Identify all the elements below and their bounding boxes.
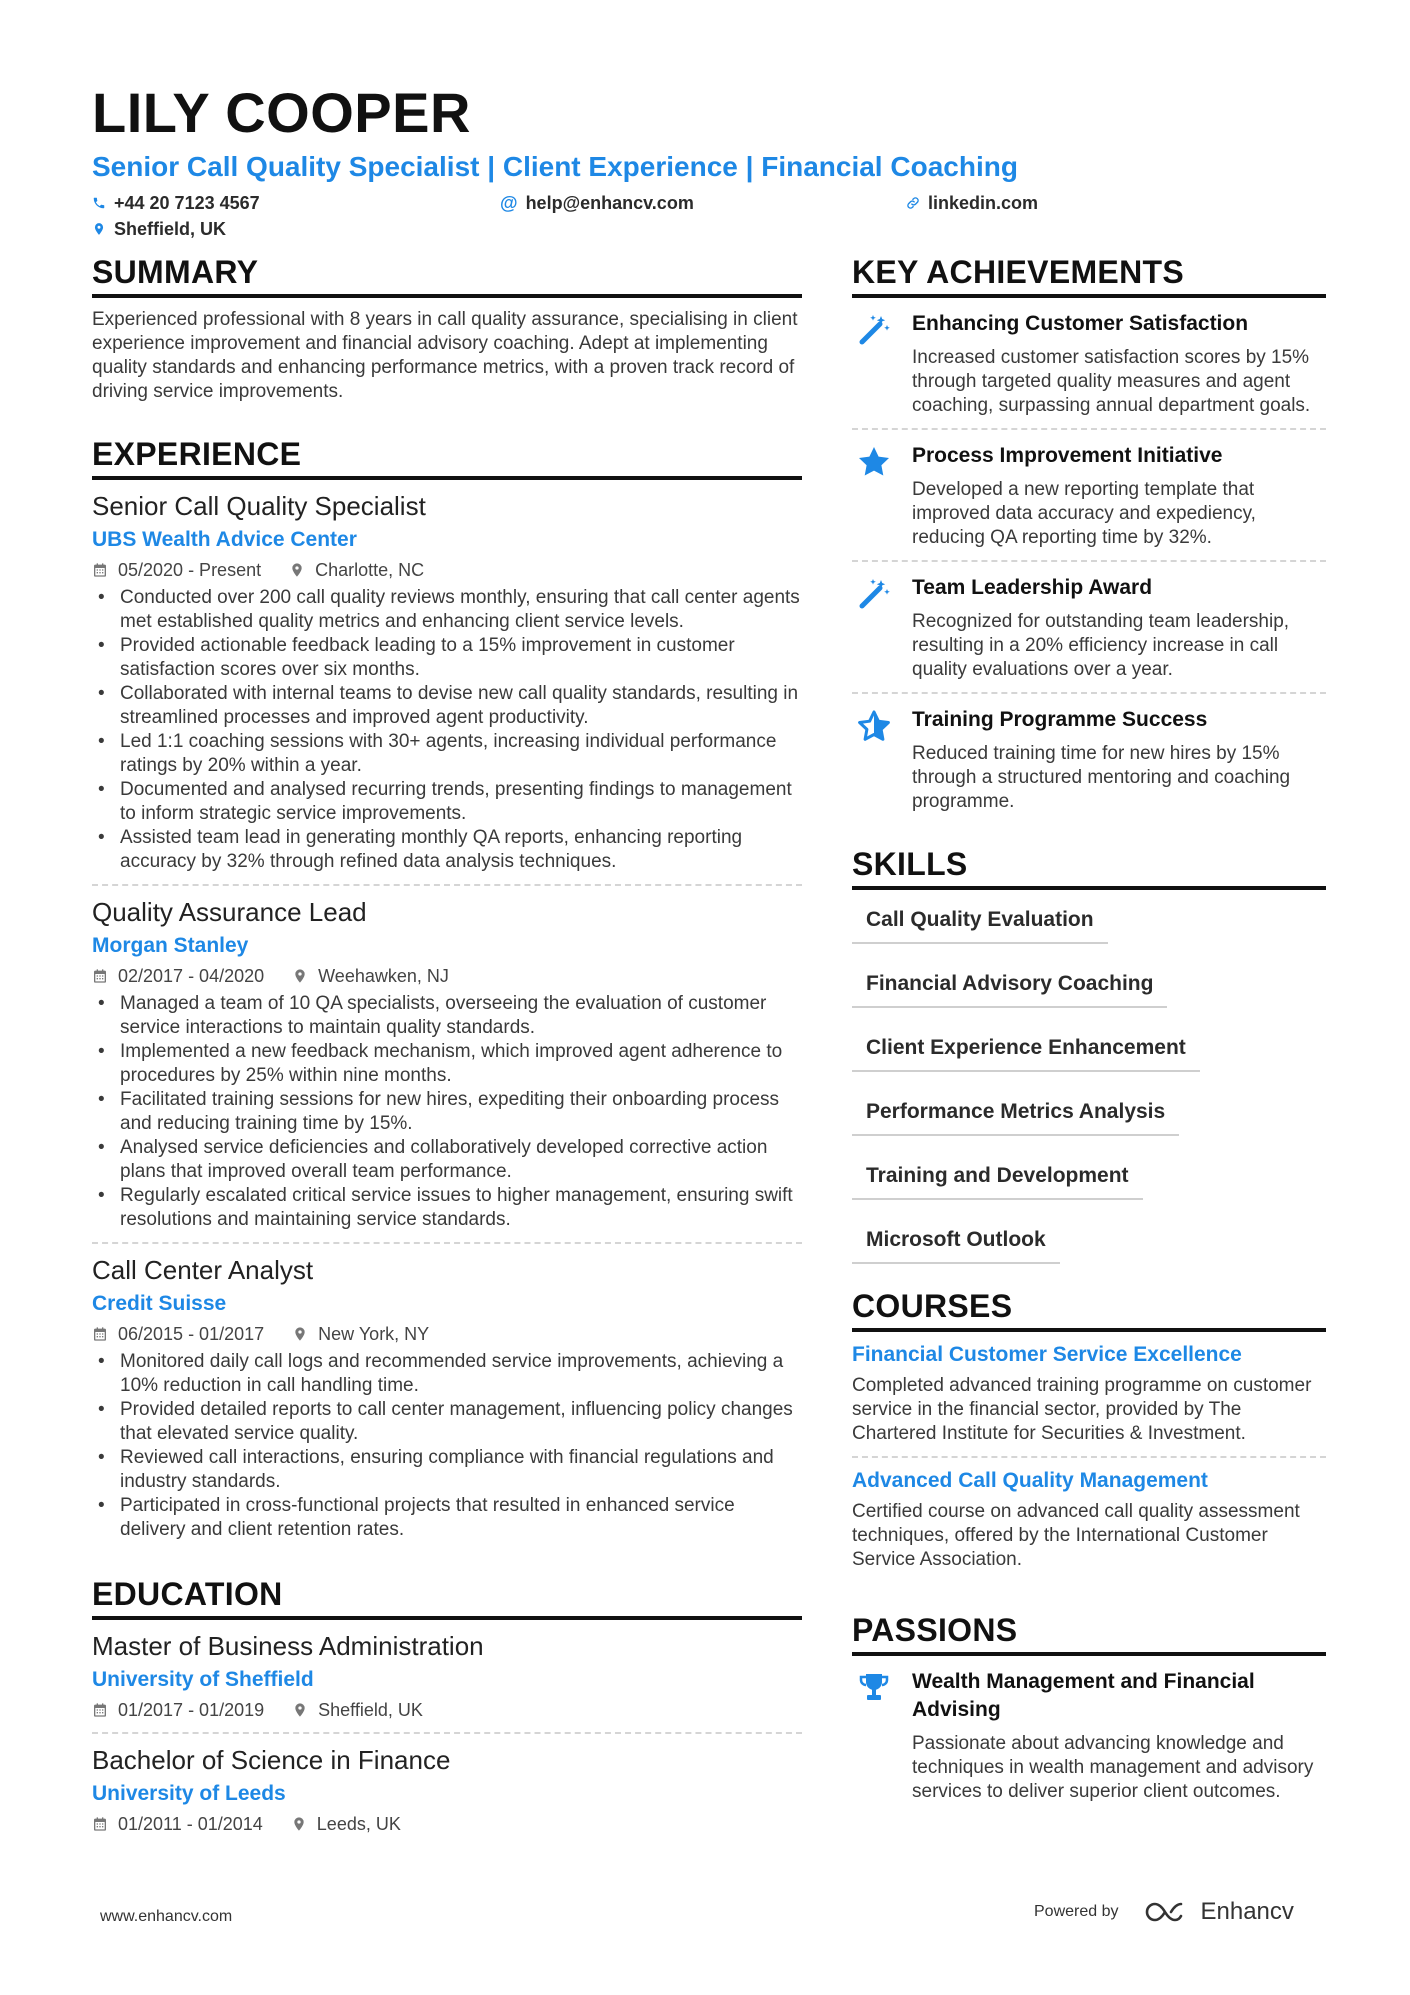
phone-text: +44 20 7123 4567 xyxy=(114,193,260,213)
job-location xyxy=(289,558,424,582)
education-dates-text: 01/2011 - 01/2014 xyxy=(118,1814,263,1834)
location-pin-icon xyxy=(292,1326,308,1342)
course-title: Advanced Call Quality Management xyxy=(852,1469,1208,1492)
location-pin-icon xyxy=(289,562,305,578)
education-entry xyxy=(92,1734,802,1846)
company-name: Credit Suisse xyxy=(92,1292,227,1315)
enhancv-brand-text: Enhancv xyxy=(1200,1898,1294,1925)
job-dates xyxy=(92,558,261,582)
bullet-item: • Monitored daily call logs and recommended service improvements, achieving a 10% reduction in call handling time. xyxy=(92,1350,802,1398)
education-location xyxy=(292,1698,423,1722)
bullet-item: • Provided actionable feedback leading to a 15% improvement in customer satisfaction scores over six months. xyxy=(92,634,802,682)
passion-item xyxy=(852,1656,1326,1814)
bullet-item: • Reviewed call interactions, ensuring compliance with financial regulations and industry standards. xyxy=(92,1446,802,1494)
passions-section xyxy=(852,1610,1326,1814)
school-name: University of Sheffield xyxy=(92,1668,314,1691)
bullet-item: • Managed a team of 10 QA specialists, overseeing the evaluation of customer service interactions to maintain quality standards. xyxy=(92,992,802,1040)
bullet-item: • Assisted team lead in generating monthly QA reports, enhancing reporting accuracy by 32% through refined data analysis techniques. xyxy=(92,826,802,874)
enhancv-logo-icon xyxy=(1145,1900,1191,1924)
left-column xyxy=(92,252,802,1846)
education-location-text: Sheffield, UK xyxy=(318,1700,423,1720)
resume-header xyxy=(92,82,1332,242)
skill-tag: Call Quality Evaluation xyxy=(852,902,1108,944)
job-meta xyxy=(92,1322,802,1346)
course-desc: Certified course on advanced call quality assessment techniques, offered by the International Customer Service Association. xyxy=(852,1501,1300,1570)
education-entry xyxy=(92,1620,802,1734)
summary-section xyxy=(92,252,802,404)
job-location-text: Weehawken, NJ xyxy=(318,966,449,986)
achievement-desc: Recognized for outstanding team leadership, resulting in a 20% efficiency increase in call quality evaluations over a year. xyxy=(912,611,1290,680)
job-dates xyxy=(92,964,264,988)
experience-section xyxy=(92,434,802,1552)
contact-linkedin[interactable] xyxy=(906,190,1038,216)
bullet-item: • Documented and analysed recurring trends, presenting findings to management to inform strategic service improvements. xyxy=(92,778,802,826)
achievements-section xyxy=(852,252,1326,824)
location-pin-icon xyxy=(291,1816,307,1832)
job-title: Senior Call Quality Specialist xyxy=(92,491,426,521)
calendar-icon xyxy=(92,562,108,578)
bullet-item: • Implemented a new feedback mechanism, which improved agent adherence to procedures by 25% within nine months. xyxy=(92,1040,802,1088)
magic-wand-icon xyxy=(856,312,892,348)
education-meta xyxy=(92,1698,802,1722)
summary-text: Experienced professional with 8 years in call quality assurance, specialising in client experience improvement and financial advisory coaching. Adept at implementing quality standards and enhancing performance metrics, with a proven track record of driving service improvements. xyxy=(92,309,798,402)
course-item xyxy=(852,1458,1326,1582)
achievement-item xyxy=(852,562,1326,694)
email-text[interactable]: help@enhancv.com xyxy=(525,193,694,213)
job-bullets xyxy=(92,1350,802,1542)
skill-tag: Training and Development xyxy=(852,1158,1143,1200)
course-title: Financial Customer Service Excellence xyxy=(852,1343,1242,1366)
education-dates xyxy=(92,1812,263,1836)
experience-entry xyxy=(92,480,802,886)
education-title: EDUCATION xyxy=(92,1574,802,1620)
job-dates-text: 05/2020 - Present xyxy=(118,560,262,580)
education-dates-text: 01/2017 - 01/2019 xyxy=(118,1700,265,1720)
bullet-item: • Analysed service deficiencies and collaboratively developed corrective action plans that improved overall team performance. xyxy=(92,1136,802,1184)
calendar-icon xyxy=(92,968,108,984)
location-pin-icon xyxy=(92,222,106,236)
job-dates xyxy=(92,1322,264,1346)
skills-title: SKILLS xyxy=(852,844,1326,890)
experience-title: EXPERIENCE xyxy=(92,434,802,480)
location-pin-icon xyxy=(292,968,308,984)
bullet-item: • Facilitated training sessions for new hires, expediting their onboarding process and reducing training time by 15%. xyxy=(92,1088,802,1136)
job-bullets xyxy=(92,992,802,1232)
enhancv-logo[interactable] xyxy=(1145,1898,1294,1926)
location-pin-icon xyxy=(292,1702,308,1718)
experience-entry xyxy=(92,1244,802,1552)
summary-title: SUMMARY xyxy=(92,252,802,298)
achievement-title: Team Leadership Award xyxy=(912,576,1153,599)
skill-tag: Financial Advisory Coaching xyxy=(852,966,1167,1008)
calendar-icon xyxy=(92,1816,108,1832)
contact-email[interactable] xyxy=(500,190,694,216)
bullet-item: • Provided detailed reports to call center management, influencing policy changes that elevated service quality. xyxy=(92,1398,802,1446)
skills-section xyxy=(852,844,1326,1264)
school-name: University of Leeds xyxy=(92,1782,286,1805)
courses-section xyxy=(852,1286,1326,1582)
company-name: UBS Wealth Advice Center xyxy=(92,528,357,551)
calendar-icon xyxy=(92,1702,108,1718)
bullet-item: • Participated in cross-functional projects that resulted in enhanced service delivery and client retention rates. xyxy=(92,1494,802,1542)
education-section xyxy=(92,1574,802,1846)
job-location-text: Charlotte, NC xyxy=(315,560,425,580)
job-dates-text: 06/2015 - 01/2017 xyxy=(118,1324,265,1344)
achievement-item xyxy=(852,430,1326,562)
candidate-headline: Senior Call Quality Specialist | Client Experience | Financial Coaching xyxy=(92,151,1018,182)
achievement-item xyxy=(852,298,1326,430)
job-location-text: New York, NY xyxy=(318,1324,430,1344)
achievement-title: Process Improvement Initiative xyxy=(912,444,1223,467)
job-meta xyxy=(92,964,802,988)
education-location-text: Leeds, UK xyxy=(316,1814,401,1834)
passion-desc: Passionate about advancing knowledge and techniques in wealth management and advisory services to deliver superior client outcomes. xyxy=(912,1733,1314,1802)
job-meta xyxy=(92,558,802,582)
job-location xyxy=(292,964,449,988)
linkedin-text[interactable]: linkedin.com xyxy=(928,193,1039,213)
degree-title: Bachelor of Science in Finance xyxy=(92,1745,451,1775)
skill-tag: Performance Metrics Analysis xyxy=(852,1094,1179,1136)
phone-icon xyxy=(92,196,106,210)
skill-tag: Microsoft Outlook xyxy=(852,1222,1060,1264)
bullet-item: • Collaborated with internal teams to devise new call quality standards, resulting in streamlined processes and improved agent productivity. xyxy=(92,682,802,730)
magic-wand-icon xyxy=(856,576,892,612)
contact-phone xyxy=(92,190,260,216)
at-icon: @ xyxy=(500,193,518,213)
right-column xyxy=(852,252,1326,1814)
powered-by-text: Powered by xyxy=(1034,1903,1119,1920)
trophy-icon xyxy=(856,1670,892,1706)
job-title: Quality Assurance Lead xyxy=(92,897,367,927)
footer-website[interactable]: www.enhancv.com xyxy=(100,1908,233,1925)
skill-tag: Client Experience Enhancement xyxy=(852,1030,1200,1072)
degree-title: Master of Business Administration xyxy=(92,1631,484,1661)
job-title: Call Center Analyst xyxy=(92,1255,314,1285)
education-dates xyxy=(92,1698,264,1722)
job-location xyxy=(292,1322,429,1346)
achievement-desc: Reduced training time for new hires by 15% through a structured mentoring and coaching programme. xyxy=(912,743,1291,812)
course-item xyxy=(852,1332,1326,1458)
achievements-title: KEY ACHIEVEMENTS xyxy=(852,252,1326,298)
star-filled-icon xyxy=(856,444,892,480)
bullet-item: • Conducted over 200 call quality reviews monthly, ensuring that call center agents met established quality metrics and enhancing client service levels. xyxy=(92,586,802,634)
achievement-desc: Developed a new reporting template that improved data accuracy and expediency, reducing QA reporting time by 32%. xyxy=(912,479,1256,548)
courses-title: COURSES xyxy=(852,1286,1326,1332)
course-desc: Completed advanced training programme on customer service in the financial sector, provided by The Chartered Institute for Securities & Investment. xyxy=(852,1375,1312,1444)
bullet-item: • Regularly escalated critical service issues to higher management, ensuring swift resolutions and maintaining service standards. xyxy=(92,1184,802,1232)
job-dates-text: 02/2017 - 04/2020 xyxy=(118,966,265,986)
job-bullets xyxy=(92,586,802,874)
experience-entry xyxy=(92,886,802,1244)
bullet-item: • Led 1:1 coaching sessions with 30+ agents, increasing individual performance ratings by 20% within a year. xyxy=(92,730,802,778)
passion-title: Wealth Management and Financial Advising xyxy=(912,1670,1255,1721)
achievement-title: Training Programme Success xyxy=(912,708,1208,731)
contact-location xyxy=(92,216,1332,242)
passions-title: PASSIONS xyxy=(852,1610,1326,1656)
company-name: Morgan Stanley xyxy=(92,934,249,957)
footer-branding xyxy=(1034,1898,1294,1926)
candidate-name: LILY COOPER xyxy=(92,81,471,144)
link-icon xyxy=(906,196,920,210)
star-outline-icon xyxy=(856,708,892,744)
achievement-title: Enhancing Customer Satisfaction xyxy=(912,312,1249,335)
contact-row xyxy=(92,190,1332,216)
education-location xyxy=(291,1812,401,1836)
skills-list xyxy=(852,902,1326,1264)
achievement-desc: Increased customer satisfaction scores by 15% through targeted quality measures and agent coaching, surpassing annual department goals. xyxy=(912,347,1311,416)
calendar-icon xyxy=(92,1326,108,1342)
achievement-item xyxy=(852,694,1326,824)
location-text: Sheffield, UK xyxy=(114,218,227,239)
education-meta xyxy=(92,1812,802,1836)
